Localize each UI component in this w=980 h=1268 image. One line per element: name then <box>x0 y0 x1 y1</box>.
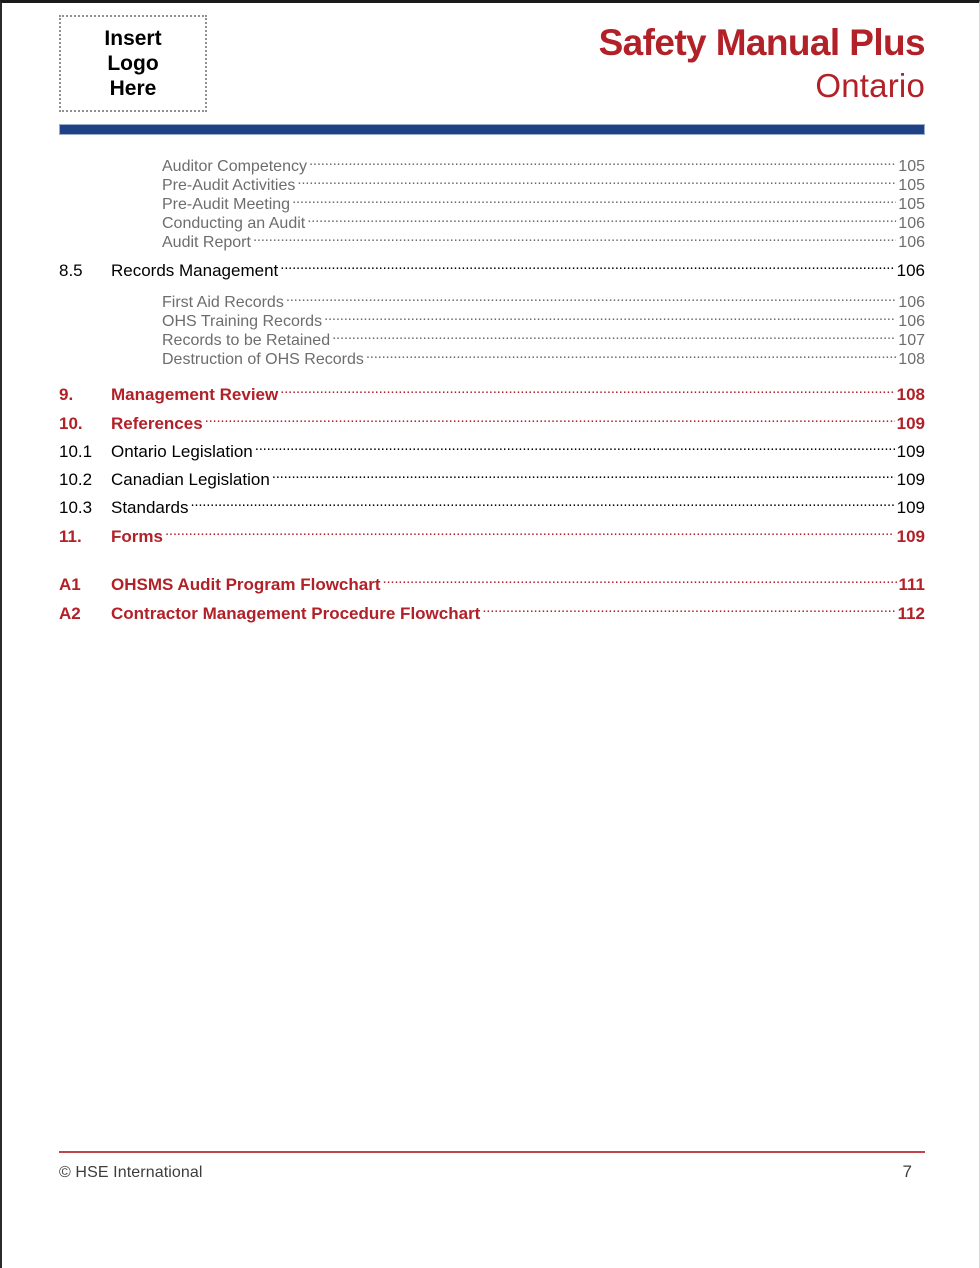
toc-entry-page-number: 112 <box>897 604 925 623</box>
toc-entry[interactable] <box>59 412 925 433</box>
toc-entry[interactable] <box>59 212 925 231</box>
toc-entry-label: Destruction of OHS Records <box>162 351 364 368</box>
logo-placeholder-box[interactable] <box>59 15 207 112</box>
toc-dot-leader <box>253 231 896 247</box>
toc-entry-page-number: 105 <box>898 177 925 194</box>
toc-dot-leader <box>286 291 896 307</box>
toc-entry-label: Auditor Competency <box>162 158 307 175</box>
header-title-block <box>599 21 925 106</box>
toc-dot-leader <box>165 525 895 542</box>
footer-row <box>59 1162 925 1182</box>
toc-entry-page-number: 108 <box>896 385 925 404</box>
toc-entry[interactable] <box>59 310 925 329</box>
toc-entry[interactable] <box>59 155 925 174</box>
document-title: Safety Manual Plus <box>598 22 925 63</box>
toc-entry-label: Contractor Management Procedure Flowchart <box>111 604 481 623</box>
logo-placeholder-line-2: Logo <box>107 52 159 75</box>
toc-entry-label: OHSMS Audit Program Flowchart <box>111 575 381 594</box>
table-of-contents <box>2 155 980 623</box>
toc-entry-page-number: 106 <box>898 313 925 330</box>
toc-dot-leader <box>383 573 897 590</box>
toc-entry-label: Audit Report <box>162 234 251 251</box>
toc-entry[interactable] <box>59 525 925 546</box>
toc-entry[interactable] <box>59 496 925 517</box>
toc-entry-page-number: 105 <box>898 196 925 213</box>
toc-entry-number: 10. <box>59 414 83 433</box>
toc-entry-page-number: 108 <box>898 351 925 368</box>
toc-dot-leader <box>205 412 895 429</box>
toc-entry-label: Records Management <box>111 261 279 280</box>
toc-entry-label: Management Review <box>111 385 279 404</box>
toc-dot-leader <box>366 348 896 364</box>
toc-spacer <box>2 280 980 291</box>
toc-entry[interactable] <box>59 440 925 461</box>
toc-dot-leader <box>297 174 896 190</box>
toc-entry-label: Pre-Audit Meeting <box>162 196 291 213</box>
toc-entry-label: Canadian Legislation <box>111 470 270 489</box>
toc-entry-label: OHS Training Records <box>162 313 323 330</box>
toc-entry[interactable] <box>59 348 925 367</box>
toc-entry-page-number: 111 <box>898 575 925 594</box>
page-header <box>2 3 980 121</box>
footer-divider <box>59 1151 925 1153</box>
toc-entry[interactable] <box>59 383 925 404</box>
toc-entry-label: Conducting an Audit <box>162 215 306 232</box>
document-subtitle: Ontario <box>815 67 925 104</box>
toc-dot-leader <box>482 602 895 619</box>
toc-entry-label: Records to be Retained <box>162 332 331 349</box>
toc-spacer <box>2 367 980 383</box>
toc-spacer <box>2 594 980 602</box>
toc-entry[interactable] <box>59 468 925 489</box>
toc-spacer <box>2 461 980 468</box>
logo-placeholder-line-3: Here <box>109 77 157 100</box>
toc-entry-label: Forms <box>111 527 163 546</box>
toc-dot-leader <box>307 212 896 228</box>
toc-entry-number: 10.2 <box>59 470 93 489</box>
toc-entry-page-number: 106 <box>898 215 925 232</box>
toc-spacer <box>2 404 980 412</box>
toc-dot-leader <box>272 468 895 485</box>
copyright-text: © HSE International <box>59 1164 203 1181</box>
toc-entry-label: First Aid Records <box>162 294 284 311</box>
toc-entry-page-number: 109 <box>896 414 925 433</box>
toc-entry-page-number: 107 <box>898 332 925 349</box>
toc-entry-label: Ontario Legislation <box>111 442 253 461</box>
toc-entry[interactable] <box>59 259 925 280</box>
page-number: 7 <box>902 1162 912 1181</box>
toc-dot-leader <box>332 329 896 345</box>
toc-entry-page-number: 106 <box>898 294 925 311</box>
toc-spacer <box>2 489 980 496</box>
toc-entry-number: 10.1 <box>59 442 93 461</box>
page-footer <box>59 1151 925 1182</box>
toc-dot-leader <box>292 193 896 209</box>
toc-entry-number: 11. <box>59 527 82 546</box>
toc-spacer <box>2 546 980 573</box>
toc-entry-number: 10.3 <box>59 498 93 517</box>
toc-entry-label: Pre-Audit Activities <box>162 177 296 194</box>
toc-entry-number: A2 <box>59 604 81 623</box>
toc-entry-page-number: 109 <box>896 527 925 546</box>
toc-entry-label: References <box>111 414 203 433</box>
toc-dot-leader <box>324 310 896 326</box>
header-divider-bar <box>59 124 925 135</box>
toc-dot-leader <box>280 383 894 400</box>
logo-placeholder-line-1: Insert <box>104 27 162 50</box>
toc-entry[interactable] <box>59 193 925 212</box>
toc-entry-page-number: 106 <box>896 261 925 280</box>
toc-entry-number: 8.5 <box>59 261 83 280</box>
toc-dot-leader <box>309 155 896 171</box>
toc-dot-leader <box>255 440 895 457</box>
toc-entry[interactable] <box>59 573 925 594</box>
toc-entry-page-number: 109 <box>896 442 925 461</box>
toc-entry[interactable] <box>59 174 925 193</box>
toc-spacer <box>2 517 980 525</box>
toc-entry-page-number: 109 <box>896 470 925 489</box>
toc-dot-leader <box>280 259 894 276</box>
toc-entry-number: 9. <box>59 385 74 404</box>
toc-dot-leader <box>191 496 895 513</box>
toc-entry-number: A1 <box>59 575 81 594</box>
toc-entry[interactable] <box>59 602 925 623</box>
toc-entry[interactable] <box>59 329 925 348</box>
toc-spacer <box>2 433 980 440</box>
toc-entry[interactable] <box>59 231 925 250</box>
toc-entry-page-number: 105 <box>898 158 925 175</box>
toc-entry[interactable] <box>59 291 925 310</box>
toc-entry-label: Standards <box>111 498 189 517</box>
toc-entry-page-number: 106 <box>898 234 925 251</box>
toc-entry-page-number: 109 <box>896 498 925 517</box>
